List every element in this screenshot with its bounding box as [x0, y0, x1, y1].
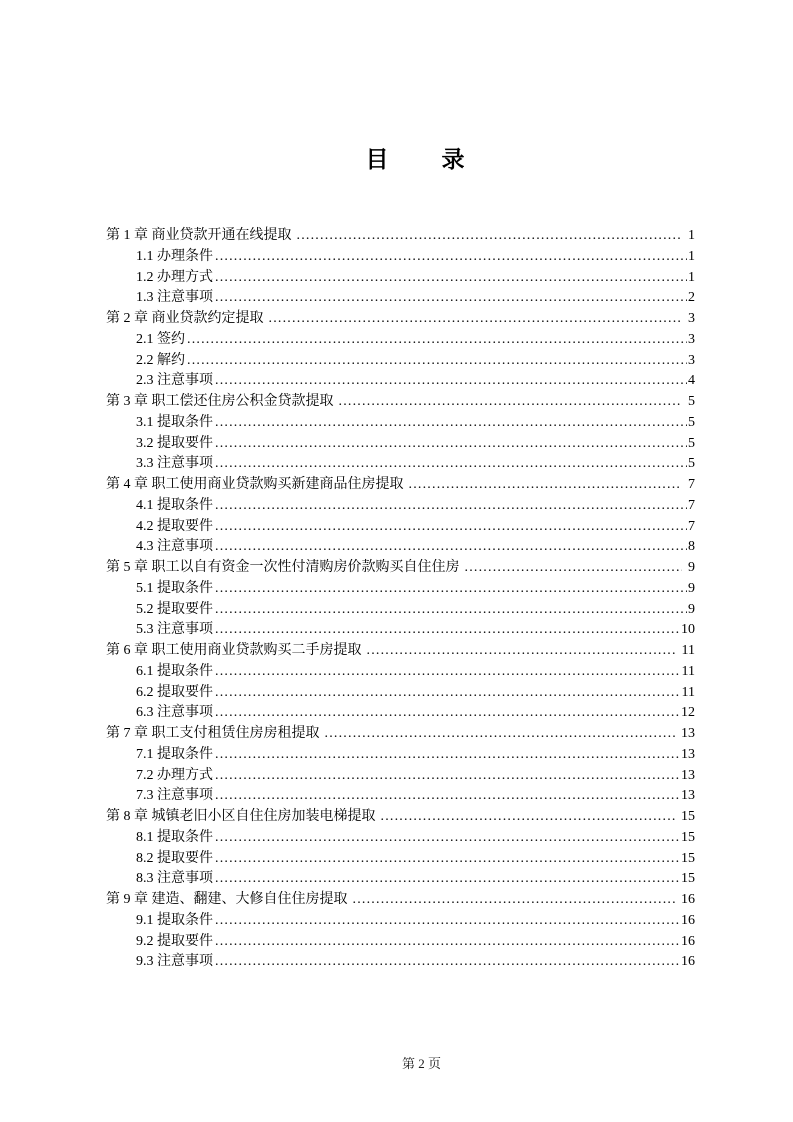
toc-entry-label: 1.2 办理方式	[136, 269, 213, 285]
toc-dot-leader	[269, 309, 683, 330]
toc-entry-11[interactable]	[106, 434, 695, 455]
toc-entry-label: 6.2 提取要件	[136, 684, 213, 700]
toc-entry-page-number: 1	[688, 228, 695, 243]
toc-entry-page-number: 1	[688, 269, 695, 285]
toc-entry-page-number: 13	[681, 726, 695, 741]
toc-entry-page-number: 16	[681, 912, 695, 928]
toc-dot-leader	[215, 434, 687, 455]
toc-entry-14[interactable]	[106, 496, 695, 517]
toc-entry-label: 9.1 提取条件	[136, 912, 213, 928]
toc-dot-leader	[215, 268, 687, 289]
toc-entry-label: 6.3 注意事项	[136, 705, 213, 721]
toc-entry-label: 第 9 章 建造、翻建、大修自住住房提取	[106, 892, 348, 907]
toc-entry-page-number: 5	[688, 435, 695, 451]
toc-dot-leader	[215, 496, 687, 517]
toc-entry-label: 7.1 提取条件	[136, 746, 213, 762]
toc-entry-label: 2.3 注意事项	[136, 373, 213, 389]
toc-entry-label: 1.3 注意事项	[136, 290, 213, 306]
toc-entry-label: 第 8 章 城镇老旧小区自住住房加装电梯提取	[106, 809, 376, 824]
toc-entry-label: 3.2 提取要件	[136, 435, 213, 451]
toc-entry-label: 8.3 注意事项	[136, 871, 213, 887]
toc-entry-page-number: 3	[688, 311, 695, 326]
toc-entry-page-number: 11	[681, 684, 695, 700]
toc-dot-leader	[297, 226, 683, 247]
toc-entry-10[interactable]	[106, 413, 695, 434]
toc-entry-page-number: 8	[688, 539, 695, 555]
toc-entry-label: 5.2 提取要件	[136, 601, 213, 617]
toc-dot-leader	[353, 890, 676, 911]
toc-entry-page-number: 16	[681, 954, 695, 970]
toc-entry-8[interactable]	[106, 371, 695, 392]
toc-entry-26[interactable]	[106, 745, 695, 766]
toc-entry-label: 第 3 章 职工偿还住房公积金贷款提取	[106, 394, 334, 409]
page-number-label: 第 2 页	[401, 1056, 441, 1071]
toc-dot-leader	[215, 869, 680, 890]
toc-entry-9[interactable]	[106, 392, 695, 413]
toc-dot-leader	[215, 786, 680, 807]
toc-entry-label: 6.1 提取条件	[136, 663, 213, 679]
toc-entry-page-number: 9	[688, 560, 695, 575]
toc-entry-page-number: 7	[688, 497, 695, 513]
toc-entry-label: 第 2 章 商业贷款约定提取	[106, 311, 264, 326]
toc-entry-label: 9.3 注意事项	[136, 954, 213, 970]
toc-entry-label: 5.3 注意事项	[136, 622, 213, 638]
title-char-left: 目	[365, 146, 389, 172]
toc-entry-30[interactable]	[106, 828, 695, 849]
toc-entry-page-number: 3	[688, 331, 695, 347]
toc-dot-leader	[215, 683, 681, 704]
toc-entry-page-number: 7	[688, 477, 695, 492]
toc-entry-label: 3.3 注意事项	[136, 456, 213, 472]
page-title-text	[366, 146, 465, 172]
toc-entry-19[interactable]	[106, 600, 695, 621]
toc-entry-page-number: 9	[688, 601, 695, 617]
toc-entry-page-number: 13	[681, 746, 695, 762]
toc-list	[106, 226, 695, 973]
toc-entry-label: 第 6 章 职工使用商业贷款购买二手房提取	[106, 643, 362, 658]
toc-dot-leader	[215, 600, 687, 621]
toc-entry-page-number: 15	[681, 809, 695, 824]
toc-entry-page-number: 13	[681, 767, 695, 783]
toc-dot-leader	[215, 413, 687, 434]
toc-entry-4[interactable]	[106, 288, 695, 309]
toc-entry-5[interactable]	[106, 309, 695, 330]
toc-entry-18[interactable]	[106, 579, 695, 600]
page-title	[37, 146, 793, 172]
toc-entry-7[interactable]	[106, 351, 695, 372]
toc-entry-page-number: 13	[681, 788, 695, 804]
toc-entry-page-number: 5	[688, 456, 695, 472]
toc-entry-6[interactable]	[106, 330, 695, 351]
toc-dot-leader	[215, 952, 680, 973]
toc-entry-1[interactable]	[106, 226, 695, 247]
toc-entry-29[interactable]	[106, 807, 695, 828]
toc-dot-leader	[215, 703, 680, 724]
toc-dot-leader	[187, 330, 687, 351]
toc-entry-page-number: 15	[681, 850, 695, 866]
toc-entry-label: 第 5 章 职工以自有资金一次性付清购房价款购买自住住房	[106, 560, 460, 575]
toc-entry-page-number: 11	[681, 643, 695, 658]
page-footer	[37, 1040, 793, 1088]
toc-dot-leader	[215, 662, 681, 683]
toc-entry-label: 8.1 提取条件	[136, 829, 213, 845]
toc-entry-label: 9.2 提取要件	[136, 933, 213, 949]
toc-entry-15[interactable]	[106, 517, 695, 538]
toc-dot-leader	[215, 620, 680, 641]
toc-entry-label: 4.1 提取条件	[136, 497, 213, 513]
toc-dot-leader	[367, 641, 676, 662]
toc-entry-16[interactable]	[106, 537, 695, 558]
toc-dot-leader	[465, 558, 683, 579]
toc-entry-page-number: 16	[681, 892, 695, 907]
toc-entry-3[interactable]	[106, 268, 695, 289]
toc-dot-leader	[215, 247, 687, 268]
toc-dot-leader	[215, 932, 680, 953]
toc-entry-12[interactable]	[106, 454, 695, 475]
toc-dot-leader	[215, 745, 680, 766]
toc-entry-page-number: 5	[688, 414, 695, 430]
toc-entry-21[interactable]	[106, 641, 695, 662]
toc-entry-page-number: 12	[681, 705, 695, 721]
toc-dot-leader	[409, 475, 683, 496]
toc-entry-23[interactable]	[106, 683, 695, 704]
toc-entry-label: 1.1 办理条件	[136, 248, 213, 264]
toc-entry-label: 2.2 解约	[136, 352, 185, 368]
toc-entry-label: 2.1 签约	[136, 331, 185, 347]
toc-entry-label: 3.1 提取条件	[136, 414, 213, 430]
toc-entry-label: 7.2 办理方式	[136, 767, 213, 783]
title-char-right: 录	[441, 146, 465, 172]
toc-entry-page-number: 16	[681, 933, 695, 949]
toc-entry-page-number: 15	[681, 871, 695, 887]
toc-dot-leader	[215, 537, 687, 558]
toc-entry-22[interactable]	[106, 662, 695, 683]
toc-entry-page-number: 7	[688, 518, 695, 534]
toc-entry-label: 第 1 章 商业贷款开通在线提取	[106, 228, 292, 243]
toc-entry-27[interactable]	[106, 766, 695, 787]
toc-entry-label: 4.3 注意事项	[136, 539, 213, 555]
toc-entry-2[interactable]	[106, 247, 695, 268]
toc-entry-label: 4.2 提取要件	[136, 518, 213, 534]
toc-dot-leader	[215, 766, 680, 787]
toc-dot-leader	[215, 579, 687, 600]
toc-entry-page-number: 9	[688, 580, 695, 596]
toc-entry-label: 第 7 章 职工支付租赁住房房租提取	[106, 726, 320, 741]
toc-entry-label: 8.2 提取要件	[136, 850, 213, 866]
toc-entry-13[interactable]	[106, 475, 695, 496]
toc-dot-leader	[339, 392, 683, 413]
toc-dot-leader	[215, 288, 687, 309]
toc-entry-33[interactable]	[106, 890, 695, 911]
toc-dot-leader	[187, 351, 687, 372]
toc-entry-page-number: 10	[681, 622, 695, 638]
toc-entry-25[interactable]	[106, 724, 695, 745]
toc-entry-34[interactable]	[106, 911, 695, 932]
toc-entry-page-number: 5	[688, 394, 695, 409]
toc-entry-24[interactable]	[106, 703, 695, 724]
toc-entry-28[interactable]	[106, 786, 695, 807]
toc-entry-page-number: 1	[688, 248, 695, 264]
toc-dot-leader	[381, 807, 676, 828]
toc-entry-20[interactable]	[106, 620, 695, 641]
toc-dot-leader	[215, 828, 680, 849]
toc-entry-page-number: 11	[681, 663, 695, 679]
toc-dot-leader	[215, 849, 680, 870]
toc-dot-leader	[325, 724, 676, 745]
toc-dot-leader	[215, 371, 687, 392]
toc-entry-page-number: 2	[688, 290, 695, 306]
toc-dot-leader	[215, 911, 680, 932]
toc-entry-36[interactable]	[106, 952, 695, 973]
toc-entry-label: 5.1 提取条件	[136, 580, 213, 596]
toc-entry-35[interactable]	[106, 932, 695, 953]
toc-dot-leader	[215, 454, 687, 475]
toc-entry-17[interactable]	[106, 558, 695, 579]
toc-entry-page-number: 4	[688, 373, 695, 389]
toc-entry-page-number: 15	[681, 829, 695, 845]
toc-entry-label: 7.3 注意事项	[136, 788, 213, 804]
toc-dot-leader	[215, 517, 687, 538]
toc-entry-label: 第 4 章 职工使用商业贷款购买新建商品住房提取	[106, 477, 404, 492]
toc-entry-32[interactable]	[106, 869, 695, 890]
toc-entry-page-number: 3	[688, 352, 695, 368]
toc-entry-31[interactable]	[106, 849, 695, 870]
